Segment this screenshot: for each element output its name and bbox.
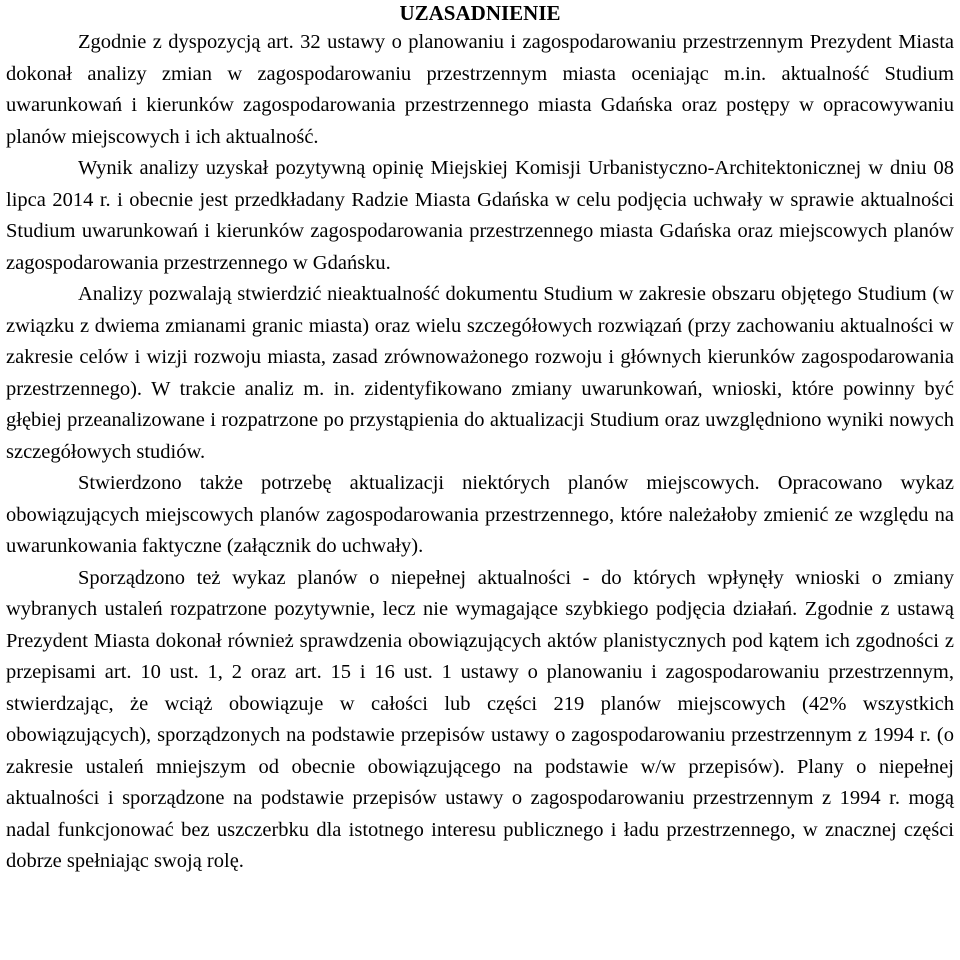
paragraph-5: Sporządzono też wykaz planów o niepełnej aktualności - do których wpłynęły wnioski o zmiany wybranych ustaleń rozpatrzone pozytywnie, lecz nie wymagające szybkiego podjęcia działań. Zgodnie z ustawą Prezydent Miasta dokonał również sprawdzenia obowiązujących aktów planistycznych pod kątem ich zgodności z przepisami art. 10 ust. 1, 2 oraz art. 15 i 16 ust. 1 ustawy o planowaniu i zagospodarowaniu przestrzennym, stwierdzając, że wciąż obowiązuje w całości lub części 219 planów miejscowych (42% wszystkich obowiązujących), sporządzonych na podstawie przepisów ustawy o zagospodarowaniu przestrzennym z 1994 r. (o zakresie ustaleń mniejszym od obecnie obowiązującego na podstawie w/w przepisów). Plany o niepełnej aktualności i sporządzone na podstawie przepisów ustawy o zagospodarowaniu przestrzennym z 1994 r. mogą nadal funkcjonować bez uszczerbku dla istotnego interesu publicznego i ładu przestrzennego, w znacznej części dobrze spełniając swoją rolę. (6, 566, 954, 872)
document-title: UZASADNIENIE (399, 1, 561, 25)
paragraph-4: Stwierdzono także potrzebę aktualizacji niektórych planów miejscowych. Opracowano wykaz obowiązujących miejscowych planów zagospodarowania przestrzennego, które należałoby zmienić ze względu na uwarunkowania faktyczne (załącznik do uchwały). (6, 472, 954, 557)
paragraph-1: Zgodnie z dyspozycją art. 32 ustawy o planowaniu i zagospodarowaniu przestrzennym Prezydent Miasta dokonał analizy zmian w zagospodarowaniu przestrzennym miasta oceniając m.in. aktualność Studium uwarunkowań i kierunków zagospodarowania przestrzennego miasta Gdańska oraz postępy w opracowywaniu planów miejscowych i ich aktualność. (6, 31, 954, 148)
paragraph-3: Analizy pozwalają stwierdzić nieaktualność dokumentu Studium w zakresie obszaru objętego Studium (w związku z dwiema zmianami granic miasta) oraz wielu szczegółowych rozwiązań (przy zachowaniu aktualności w zakresie celów i wizji rozwoju miasta, zasad zrównoważonego rozwoju i głównych kierunków zagospodarowania przestrzennego). W trakcie analiz m. in. zidentyfikowano zmiany uwarunkowań, wnioski, które powinny być głębiej przeanalizowane i rozpatrzone po przystąpienia do aktualizacji Studium oraz uwzględniono wyniki nowych szczegółowych studiów. (6, 283, 954, 463)
paragraph-2: Wynik analizy uzyskał pozytywną opinię Miejskiej Komisji Urbanistyczno-Architektonicznej w dniu 08 lipca 2014 r. i obecnie jest przedkładany Radzie Miasta Gdańska w celu podjęcia uchwały w sprawie aktualności Studium uwarunkowań i kierunków zagospodarowania przestrzennego miasta Gdańska oraz miejscowych planów zagospodarowania przestrzennego w Gdańsku. (6, 157, 954, 274)
